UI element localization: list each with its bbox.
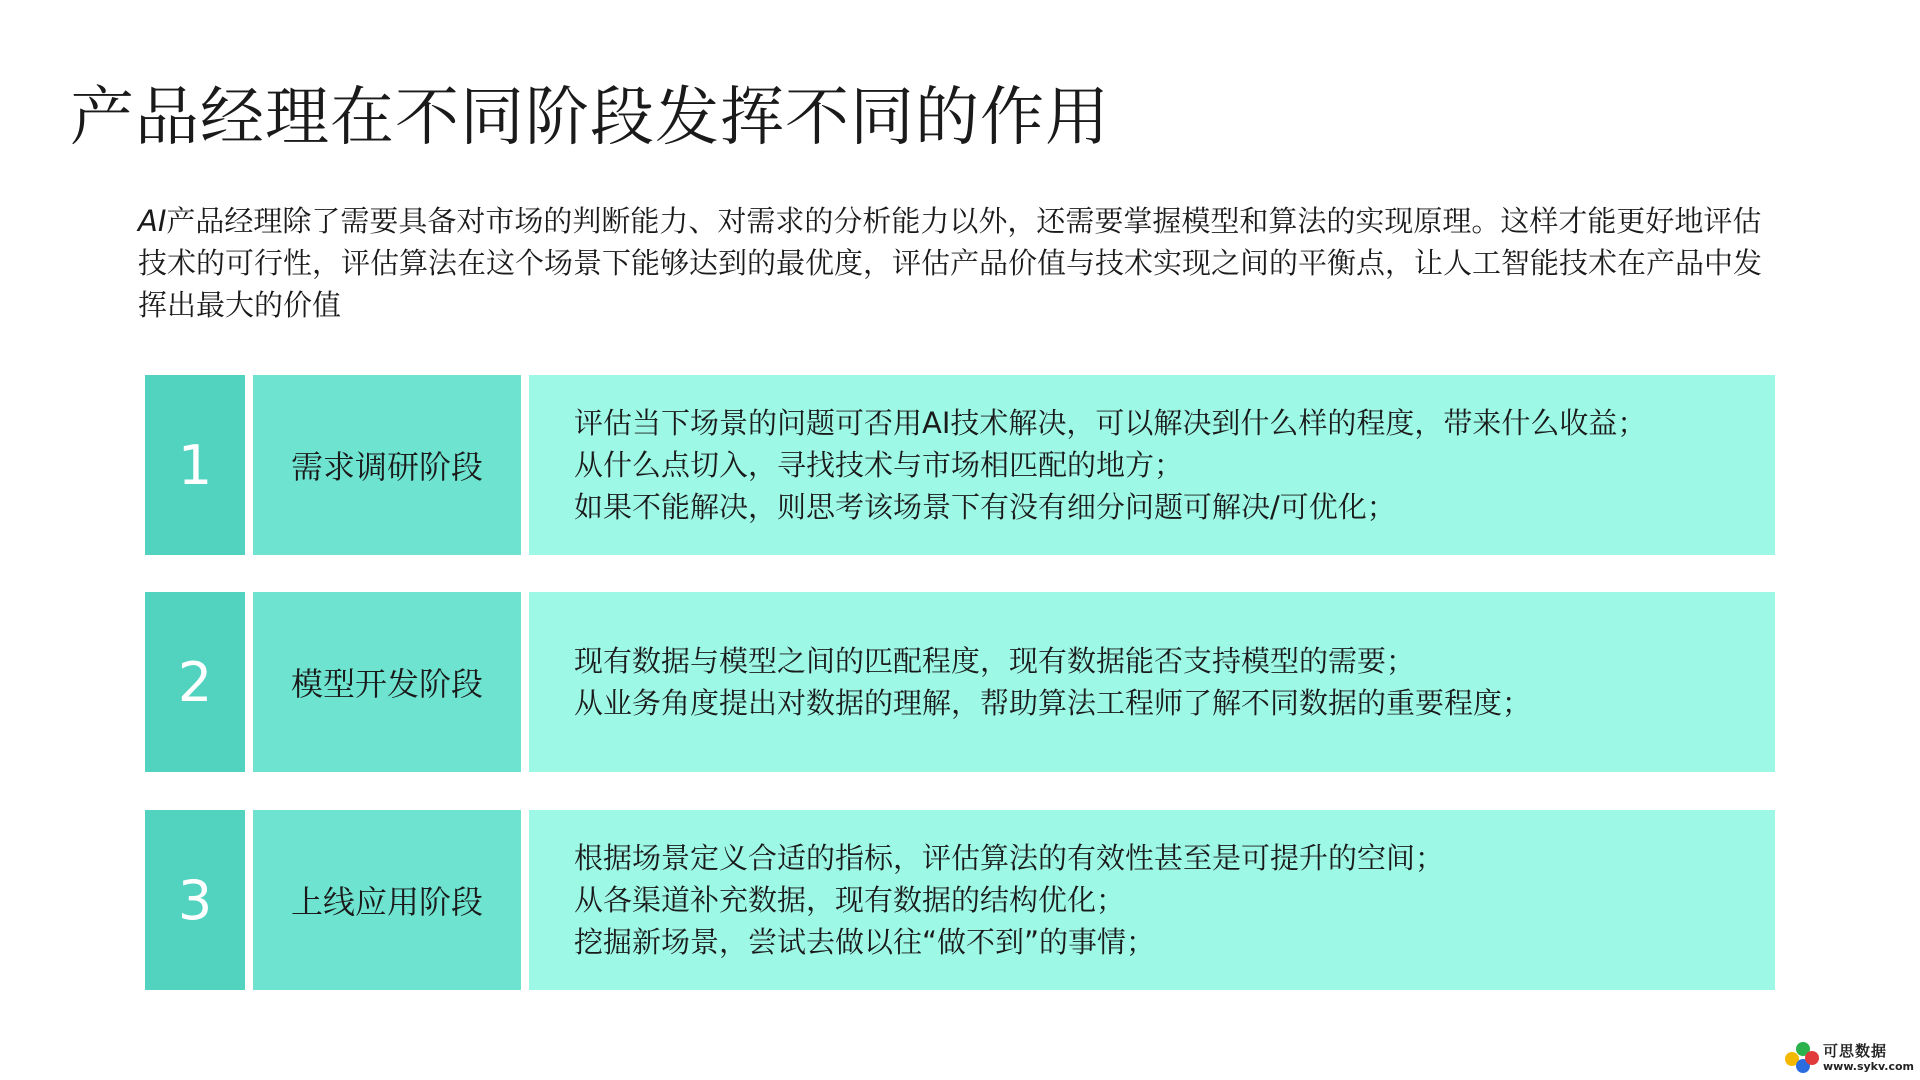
stage-number: 2 xyxy=(145,592,245,772)
logo-url: www.sykv.com xyxy=(1823,1060,1914,1073)
stage-description-line: 评估当下场景的问题可否用AI技术解决，可以解决到什么样的程度，带来什么收益； xyxy=(574,406,1647,440)
stage-number: 3 xyxy=(145,810,245,990)
stage-row-1 xyxy=(145,375,1775,555)
stage-description xyxy=(529,592,1775,772)
intro-paragraph xyxy=(138,200,1778,326)
stage-description-line: 根据场景定义合适的指标，评估算法的有效性甚至是可提升的空间； xyxy=(574,841,1445,875)
stage-description-line: 如果不能解决，则思考该场景下有没有细分问题可解决/可优化； xyxy=(574,490,1396,524)
stage-description-line: 挖掘新场景，尝试去做以往“做不到”的事情； xyxy=(574,925,1156,959)
logo-dots-icon xyxy=(1783,1042,1819,1074)
stage-name: 上线应用阶段 xyxy=(253,810,521,990)
stage-description xyxy=(529,810,1775,990)
stage-row-2 xyxy=(145,592,1775,772)
stage-description xyxy=(529,375,1775,555)
stage-description-line: 从业务角度提出对数据的理解，帮助算法工程师了解不同数据的重要程度； xyxy=(574,686,1532,720)
logo-name: 可思数据 xyxy=(1823,1042,1888,1060)
stage-description-line: 从各渠道补充数据，现有数据的结构优化； xyxy=(574,883,1126,917)
intro-ai-prefix: AI xyxy=(138,204,167,238)
stage-row-3 xyxy=(145,810,1775,990)
intro-text: 产品经理除了需要具备对市场的判断能力、对需求的分析能力以外，还需要掌握模型和算法的实现原理。这样才能更好地评估技术的可行性，评估算法在这个场景下能够达到的最优度，评估产品价值与技术实现之间的平衡点，让人工智能技术在产品中发挥出最大的价值 xyxy=(138,204,1763,322)
stage-name: 需求调研阶段 xyxy=(253,375,521,555)
stage-description-line: 从什么点切入，寻找技术与市场相匹配的地方； xyxy=(574,448,1184,482)
watermark-logo xyxy=(1783,1042,1914,1074)
stage-name: 模型开发阶段 xyxy=(253,592,521,772)
logo-text xyxy=(1823,1044,1914,1072)
stage-number: 1 xyxy=(145,375,245,555)
stage-description-line: 现有数据与模型之间的匹配程度，现有数据能否支持模型的需要； xyxy=(574,644,1416,678)
page-title: 产品经理在不同阶段发挥不同的作用 xyxy=(70,81,1110,155)
